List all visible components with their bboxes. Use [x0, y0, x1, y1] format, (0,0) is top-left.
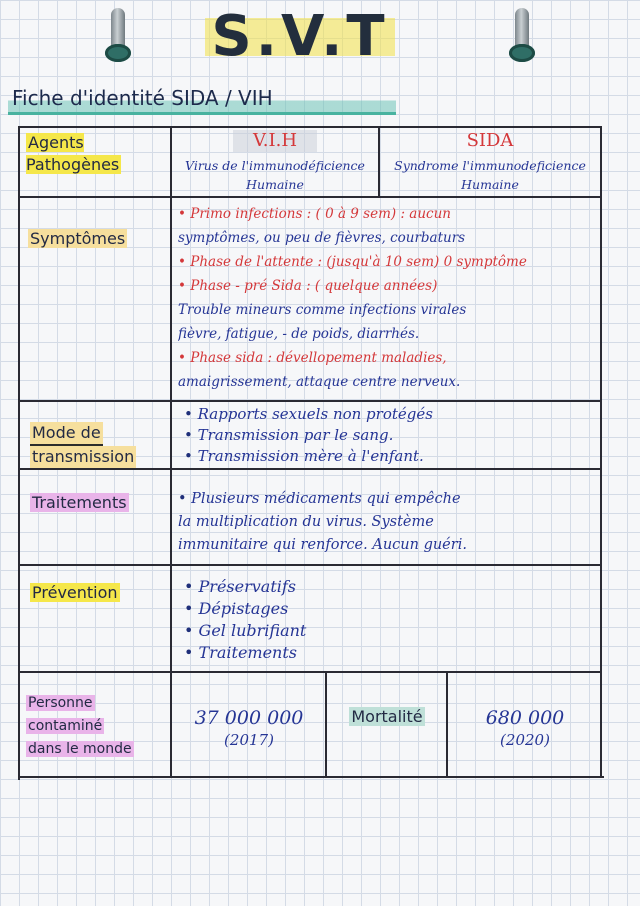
header-sida	[382, 130, 598, 194]
transmission-list	[184, 404, 598, 466]
sida-definition: Syndrome l'immunodeficience Humaine	[394, 158, 586, 192]
symptoms-line: • Primo infections : ( 0 à 9 sem) : aucun	[178, 202, 598, 226]
label-treatments-text: Traitements	[32, 493, 127, 512]
label-infected-line2: contaminé	[28, 718, 103, 734]
table-divider-row4	[18, 564, 602, 566]
table-border-top	[18, 126, 602, 128]
treatments-line: • Plusieurs médicaments qui empêche	[178, 488, 598, 511]
symptoms-content	[178, 202, 598, 398]
prevention-content	[184, 576, 598, 668]
treatments-content	[178, 488, 598, 562]
label-transmission-line2: transmission	[30, 446, 136, 468]
symptoms-line: fièvre, fatigue, - de poids, diarrhés.	[178, 326, 420, 342]
label-prevention-text: Prévention	[32, 583, 118, 602]
symptoms-line: • Phase - pré Sida : ( quelque années)	[178, 274, 598, 298]
label-symptoms	[28, 228, 170, 258]
table-divider-row1	[18, 196, 602, 198]
table-border-right	[600, 126, 602, 776]
prevention-item: • Gel lubrifiant	[184, 620, 598, 642]
table-divider-row3	[18, 468, 602, 470]
label-infected-line3: dans le monde	[28, 741, 132, 757]
prevention-list	[184, 576, 598, 664]
symptoms-line: • Phase sida : dévellopement maladies,	[178, 346, 598, 370]
label-treatments	[30, 492, 172, 518]
treatments-line: immunitaire qui renforce. Aucun guéri.	[178, 537, 467, 553]
table-divider-stats-2	[446, 671, 448, 778]
mortality-value: 680 000	[485, 707, 565, 729]
identity-table	[18, 126, 605, 780]
prevention-item: • Traitements	[184, 642, 598, 664]
label-pathogens-text: Agents Pathogènes	[26, 133, 120, 174]
label-infected-line1: Personne	[28, 695, 93, 711]
treatments-lines	[178, 488, 598, 557]
title-text: S.V.T	[211, 4, 389, 69]
prevention-item: • Préservatifs	[184, 576, 598, 598]
symptoms-line: • Phase de l'attente : (jusqu'à 10 sem) 0 symptôme	[178, 250, 598, 274]
label-pathogens	[26, 132, 168, 192]
label-transmission-line1: Mode de	[30, 422, 103, 446]
table-divider-label-col	[170, 126, 172, 778]
symptoms-line: symptômes, ou peu de fièvres, courbaturs	[178, 230, 466, 246]
label-infected	[26, 692, 170, 772]
prevention-item: • Dépistages	[184, 598, 598, 620]
label-prevention	[30, 582, 172, 608]
vih-title: V.I.H	[233, 130, 317, 152]
header-vih	[174, 130, 376, 194]
table-divider-row5	[18, 671, 602, 673]
mortality-label: Mortalité	[351, 707, 423, 726]
table-divider-header-mid	[378, 126, 380, 196]
mortality-label-cell	[329, 706, 445, 736]
label-symptoms-text: Symptômes	[30, 229, 126, 248]
symptoms-line: Trouble mineurs comme infections virales	[178, 302, 467, 318]
table-border-bottom	[18, 776, 604, 778]
table-border-left	[18, 126, 20, 780]
symptoms-lines	[178, 202, 598, 394]
treatments-line: la multiplication du virus. Système	[178, 514, 434, 530]
binder-ring-left	[111, 8, 125, 54]
binder-ring-right	[515, 8, 529, 54]
label-transmission	[30, 422, 170, 468]
transmission-content	[184, 404, 598, 466]
transmission-item: • Transmission mère à l'enfant.	[184, 446, 598, 466]
vih-definition: Virus de l'immunodéficience Humaine	[185, 158, 365, 192]
infected-value: 37 000 000	[194, 707, 304, 729]
mortality-year: (2020)	[500, 731, 550, 749]
symptoms-line: amaigrissement, attaque centre nerveux.	[178, 374, 461, 390]
page-title	[175, 4, 425, 69]
infected-cell	[174, 706, 324, 770]
table-divider-stats-1	[325, 671, 327, 778]
sida-title: SIDA	[466, 130, 514, 151]
infected-year: (2017)	[224, 731, 274, 749]
page-subtitle: Fiche d'identité SIDA / VIH	[8, 86, 396, 115]
mortality-cell	[450, 706, 600, 770]
table-divider-row2	[18, 400, 602, 402]
transmission-item: • Transmission par le sang.	[184, 425, 598, 446]
transmission-item: • Rapports sexuels non protégés	[184, 404, 598, 425]
